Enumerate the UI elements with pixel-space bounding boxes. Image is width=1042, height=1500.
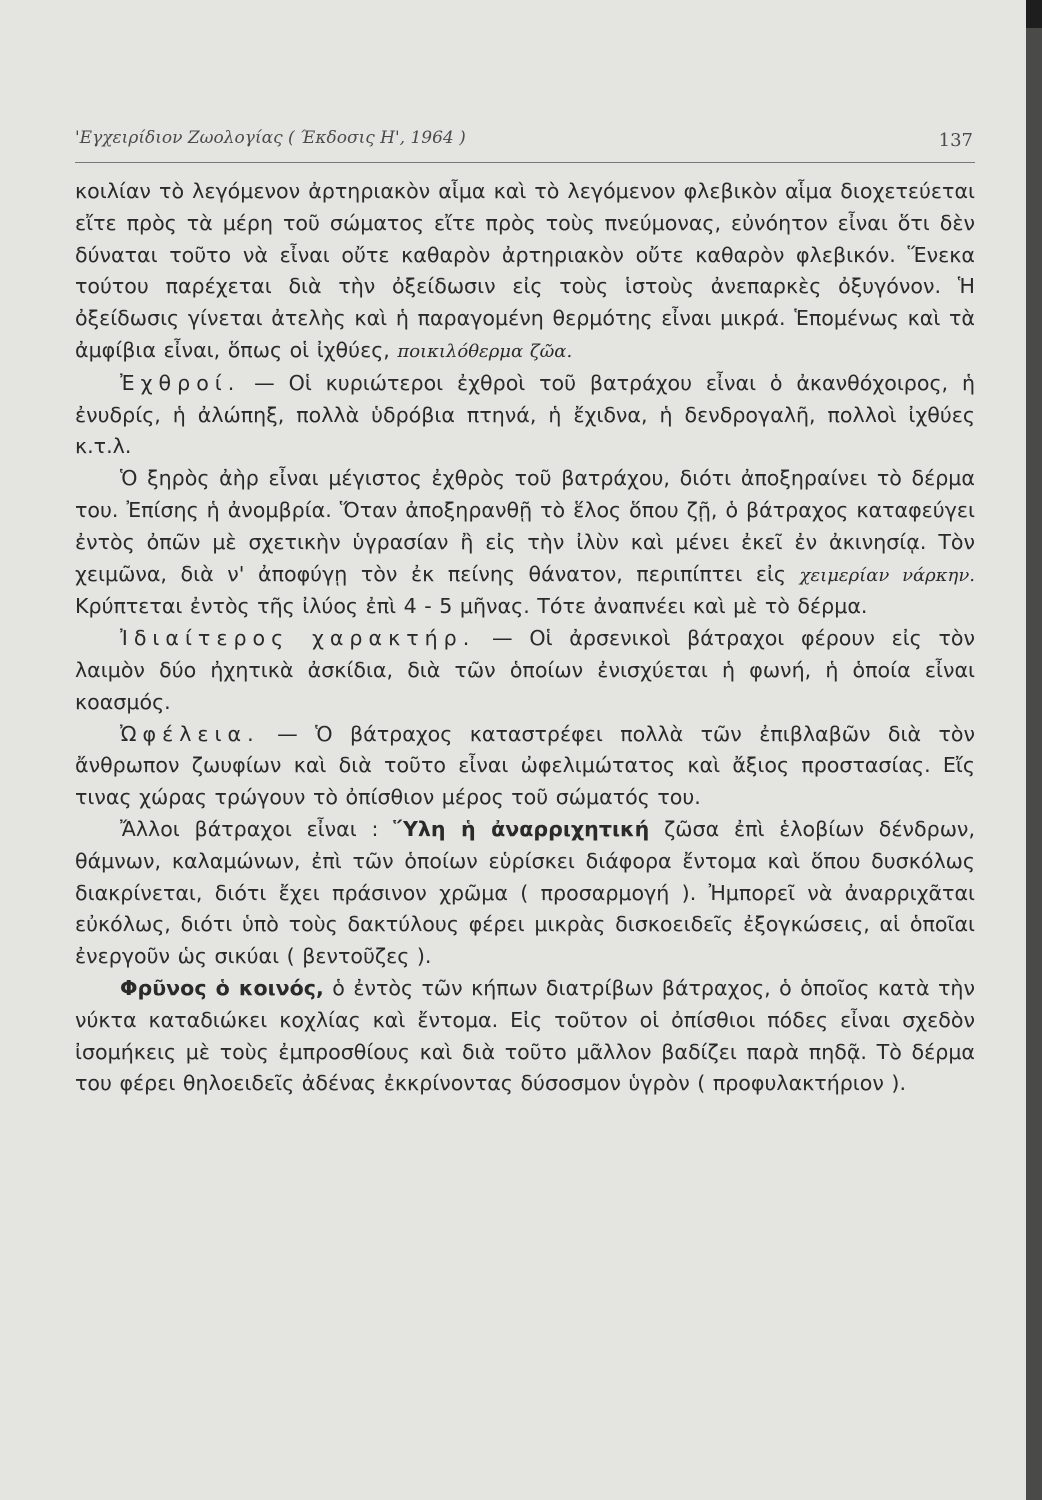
paragraph-text: ὁ ἐντὸς τῶν κήπων διατρίβων βάτραχος, ὁ ὁποῖος κατὰ τὴν νύκτα καταδιώκει κοχλίας καὶ ἔντομα. Εἰς τοῦτον οἱ ὀπίσθιοι πόδες εἶναι σχεδὸν ἰσομήκεις μὲ τοὺς ἐμπροσθίους καὶ διὰ τοῦτο μᾶλλον βαδίζει παρὰ πηδᾷ. Τὸ δέρμα του φέρει θηλοειδεῖς ἀδένας ἐκκρίνοντας δύσοσμον ὑγρὸν ( προφυλακτήριον ). — [75, 975, 975, 1096]
paragraph-text: — Οἱ κυριώτεροι ἐχθροὶ τοῦ βατράχου εἶναι ὁ ἀκανθόχοιρος, ἡ ἐνυδρίς, ἡ ἀλώπηξ, πολλὰ ὑδρόβια πτηνά, ἡ ἔχιδνα, ἡ δενδρογαλῆ, πολλοὶ ἰχθύες κ.τ.λ. — [75, 370, 975, 459]
page-edge-corner — [1026, 0, 1042, 28]
running-head: 'Εγχειρίδιον Ζωολογίας ( Έκδοσις Η', 1964 ) — [75, 128, 466, 148]
italic-term: ποικιλόθερμα ζῶα. — [397, 340, 573, 362]
section-heading-characteristic: Ἰδιαίτερος χαρακτήρ. — [120, 626, 476, 651]
paragraph-circulation — [75, 176, 975, 368]
species-name-hyla: Ὕλη ἡ ἀναρριχητική — [393, 816, 650, 841]
paragraph-text: — Οἱ ἀρσενικοὶ βάτραχοι φέρουν εἰς τὸν λαιμὸν δύο ἠχητικὰ ἀσκίδια, διὰ τῶν ὁποίων ἐνισχύεται ἡ φωνή, ἡ ὁποία εἶναι κοασμός. — [75, 626, 976, 714]
body-text — [75, 176, 975, 1100]
page-header — [75, 122, 975, 163]
paragraph-characteristic — [75, 623, 975, 718]
paragraph-enemies — [75, 368, 975, 463]
paragraph-text: κοιλίαν τὸ λεγόμενον ἀρτηριακὸν αἷμα καὶ τὸ λεγόμενον φλεβικὸν αἷμα διοχετεύεται εἴτε πρὸς τὰ μέρη τοῦ σώματος εἴτε πρὸς τοὺς πνεύμονας, εὐνόητον εἶναι ὅτι δὲν δύναται τοῦτο νὰ εἶναι οὔτε καθαρὸν ἀρτηριακὸν οὔτε καθαρὸν φλεβικόν. Ἕνεκα τούτου παρέχεται διὰ τὴν ὀξείδωσιν εἰς τοὺς ἱστοὺς ἀνεπαρκὲς ὀξυγόνον. Ἡ ὀξείδωσις γίνεται ἀτελὴς καὶ ἡ παραγομένη θερμότης εἶναι μικρά. Ἑπομένως καὶ τὰ ἀμφίβια εἶναι, ὅπως οἱ ἰχθύες, — [75, 179, 975, 362]
section-heading-enemies: Ἐχθροί. — [120, 370, 241, 395]
paragraph-text: Ἄλλοι βάτραχοι εἶναι : — [120, 816, 394, 841]
paragraph-benefit — [75, 719, 975, 814]
page-number: 137 — [938, 130, 973, 151]
paragraph-text: Ὁ ξηρὸς ἀὴρ εἶναι μέγιστος ἐχθρὸς τοῦ βατράχου, διότι ἀποξηραίνει τὸ δέρμα του. Ἐπίσης ἡ ἀνομβρία. Ὅταν ἀποξηρανθῇ τὸ ἕλος ὅπου ζῇ, ὁ βάτραχος καταφεύγει ἐντὸς ὀπῶν μὲ σχετικὴν ὑγρασίαν ἢ εἰς τὴν ἰλὺν καὶ μένει ἐκεῖ ἐν ἀκινησίᾳ. Τὸν χειμῶνα, διὰ ν' ἀποφύγῃ τὸν ἐκ πείνης θάνατον, περιπίπτει εἰς — [75, 466, 975, 586]
paragraph-text: — Ὁ βάτραχος καταστρέφει πολλὰ τῶν ἐπιβλαβῶν διὰ τὸν ἄνθρωπον ζωυφίων καὶ διὰ τοῦτο εἶναι ὠφελιμώτατος καὶ ἄξιος προστασίας. Εἴς τινας χώρας τρώγουν τὸ ὀπίσθιον μέρος τοῦ σώματός του. — [75, 721, 975, 810]
section-heading-benefit: Ὠφέλεια. — [120, 721, 260, 746]
species-name-bufo: Φρῦνος ὁ κοινός, — [120, 975, 324, 1000]
paragraph-dry-air — [75, 463, 975, 623]
italic-term: χειμερίαν νάρκην. — [799, 564, 975, 586]
paragraph-text: ζῶσα ἐπὶ ἑλοβίων δένδρων, θάμνων, καλαμώνων, ἐπὶ τῶν ὁποίων εὑρίσκει διάφορα ἔντομα καὶ ὅπου δυσκόλως διακρίνεται, διότι ἔχει πράσινον χρῶμα ( προσαρμογή ). Ἠμπορεῖ νὰ ἀναρριχᾶται εὐκόλως, διότι ὑπὸ τοὺς δακτύλους φέρει μικρὰς δισκοειδεῖς ἐξογκώσεις, αἱ ὁποῖαι ἐνεργοῦν ὡς σικύαι ( βεντοῦζες ). — [75, 816, 975, 969]
paragraph-text: Κρύπτεται ἐντὸς τῆς ἰλύος ἐπὶ 4 - 5 μῆνας. Τότε ἀναπνέει καὶ μὲ τὸ δέρμα. — [75, 594, 868, 619]
page-edge-shadow — [1026, 0, 1042, 1500]
paragraph-other-frogs — [75, 814, 975, 973]
paragraph-toad — [75, 973, 975, 1100]
